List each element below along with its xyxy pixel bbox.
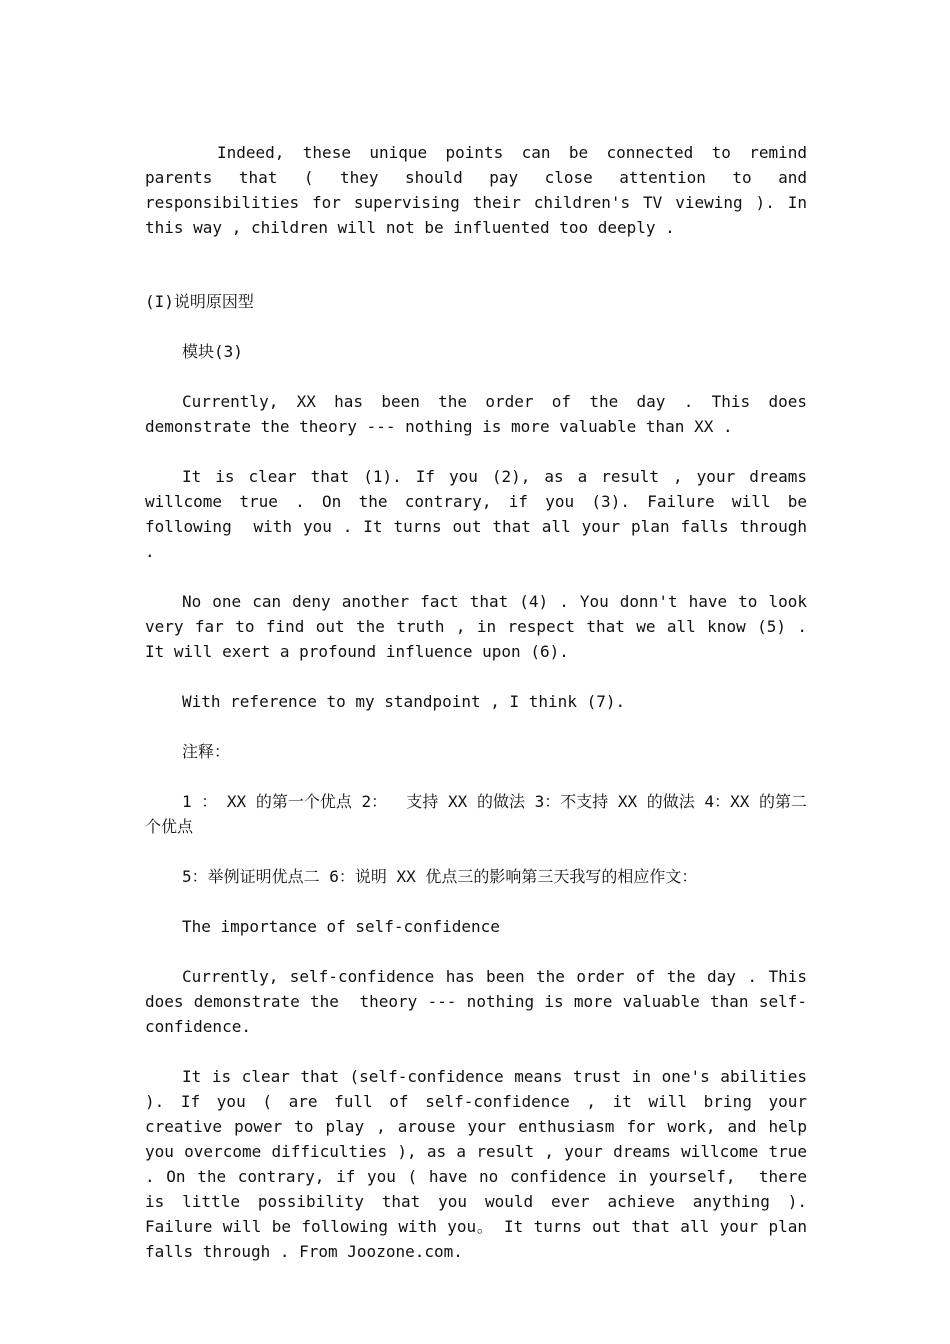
document-page	[145, 140, 827, 1264]
template-paragraph-4: With reference to my standpoint , I think (7).	[182, 692, 626, 711]
notes-label: 注释：	[182, 742, 231, 761]
essay-title: The importance of self-confidence	[182, 917, 500, 936]
essay-paragraph-2: It is clear that (self-confidence means trust in one's abilities ). If you ( are full of self-confidence , it will bring your creative power to play , arouse your enthusiasm for work, and help you overcome difficulties ), as a result , your dreams willcome true . On the contrary, if you ( have no confidence in yourself, there is little possibility that you would ever achieve anything ). Failure will be following with you。 It turns out that all your plan falls through . From Joozone.com.	[145, 1067, 817, 1261]
notes-line-2: 5：举例证明优点二 6：说明 XX 优点三的影响第三天我写的相应作文：	[182, 867, 698, 886]
section-heading: (I)说明原因型	[145, 292, 254, 311]
notes-line-1: 1 ： XX 的第一个优点 2： 支持 XX 的做法 3：不支持 XX 的做法 4：XX 的第二个优点	[145, 792, 807, 836]
module-label: 模块(3)	[182, 342, 243, 361]
template-paragraph-1: Currently, XX has been the order of the day . This does demonstrate the theory --- nothing is more valuable than XX .	[145, 392, 817, 436]
template-paragraph-2: It is clear that (1). If you (2), as a result , your dreams willcome true . On the contrary, if you (3). Failure will be following with you . It turns out that all your plan falls through .	[145, 467, 817, 561]
paragraph-parents-tv: Indeed, these unique points can be connected to remind parents that ( they should pay close attention to and responsibilities for supervising their children's TV viewing ). In this way , children will not be influented too deeply .	[145, 143, 817, 237]
template-paragraph-3: No one can deny another fact that (4) . You donn't have to look very far to find out the truth , in respect that we all know (5) . It will exert a profound influence upon (6).	[145, 592, 827, 661]
essay-paragraph-1: Currently, self-confidence has been the order of the day . This does demonstrate the theory --- nothing is more valuable than self-confidence.	[145, 967, 817, 1036]
